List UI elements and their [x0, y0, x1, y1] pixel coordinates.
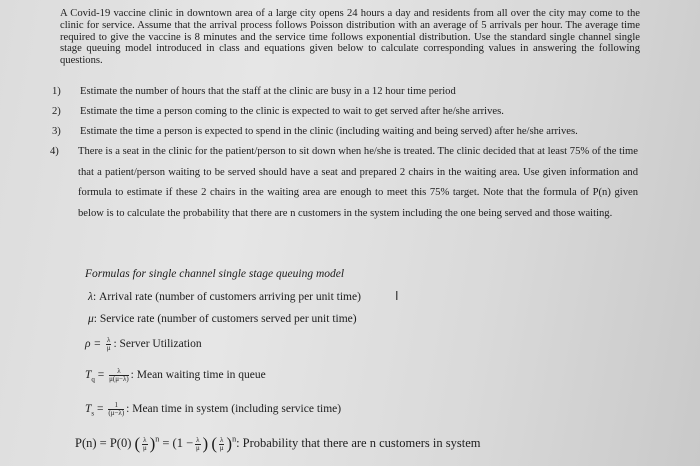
- rho-numerator: λ: [107, 336, 111, 344]
- pn-formula: P(n) = P(0) ( $\frac{\lambda}{\mu}$ )$^n$ = (1 − $\frac{\lambda}{\mu}$ ) ( $\frac{\lambda}{\mu}$ )$^n$: Probability that there are n customers in system: [75, 434, 481, 453]
- pn-lhs: P(n) = P(0): [75, 435, 132, 450]
- ts-description: : Mean time in system (including service time): [126, 403, 342, 416]
- ts-subscript: s: [91, 409, 95, 418]
- question-1: [52, 86, 456, 97]
- question-4: [50, 142, 638, 224]
- question-text: Estimate the time a person is expected to spend in the clinic (including waiting and being served) after he/she arrives.: [80, 126, 578, 137]
- pn-frac3-numerator: λ: [220, 435, 224, 444]
- ts-lhs: T: [85, 403, 92, 416]
- ts-fraction: [108, 402, 124, 417]
- mu-definition: [88, 313, 357, 325]
- problem-intro: A Covid-19 vaccine clinic in downtown area of a large city opens 24 hours a day and residents from all over the city may come to the clinic for service. Assume that the arrival process follows Poisson distribution with an average of 5 arrivals per hour. The average time required to give the vaccine is 8 minutes and the service time follows exponential distribution. Use the standard single channel single stage queuing model introduced in class and equations given below to calculate corresponding values in answering the following questions.: [60, 8, 640, 67]
- rho-fraction: [106, 337, 111, 352]
- pn-frac-numerator: λ: [143, 435, 147, 444]
- pn-frac2-numerator: λ: [196, 435, 200, 444]
- tq-lhs: T: [85, 369, 92, 382]
- lambda-definition: [88, 291, 361, 303]
- tq-fraction: [109, 368, 129, 383]
- question-number: 2): [52, 106, 61, 117]
- formulas-heading: Formulas for single channel single stage queuing model: [85, 268, 345, 280]
- rho-formula: [85, 337, 202, 352]
- question-2: [52, 106, 504, 117]
- pn-middle: = (1 −: [162, 435, 194, 450]
- pn-frac-denominator: μ: [142, 443, 147, 452]
- rho-lhs: ρ =: [85, 338, 102, 351]
- tq-numerator: λ: [109, 368, 129, 376]
- tq-subscript: q: [91, 375, 95, 384]
- question-number: 4): [50, 146, 59, 157]
- mu-symbol: μ: [88, 313, 94, 325]
- pn-frac3-denominator: μ: [219, 443, 224, 452]
- tq-formula: $T_q$ = $\frac{\lambda}{\mu(\mu-\lambda)}$ : Mean waiting time in queue: [85, 367, 266, 384]
- text-cursor-icon: I: [395, 289, 399, 303]
- ts-formula: $T_s$ = $\frac{1}{(\mu-\lambda)}$ : Mean time in system (including service time): [85, 401, 342, 418]
- mu-description: : Service rate (number of customers served per unit time): [93, 313, 357, 325]
- ts-numerator: 1: [108, 402, 124, 410]
- question-3: [52, 126, 578, 137]
- tq-description: : Mean waiting time in queue: [130, 369, 266, 382]
- lambda-description: : Arrival rate (number of customers arriving per unit time): [92, 291, 361, 303]
- pn-frac2-denominator: μ: [195, 443, 200, 452]
- question-text: There is a seat in the clinic for the patient/person to sit down when he/she is treated. The clinic decided that at least 75% of the time that a patient/person waiting to be served should have a seat and prepared 2 chairs in the waiting area. Use given information and formula to estimate if these 2 chairs in the waiting area are enough to meet this 75% target. Note that the formula of P(n) given below is to calculate the probability that there are n customers in the system including the one being served and those waiting.: [78, 146, 638, 219]
- ts-denominator: (μ−λ): [108, 409, 125, 417]
- rho-description: : Server Utilization: [113, 338, 202, 351]
- rho-denominator: μ: [106, 344, 111, 352]
- question-text: Estimate the number of hours that the staff at the clinic are busy in a 12 hour time period: [80, 86, 456, 97]
- pn-description: : Probability that there are n customers in system: [236, 435, 481, 450]
- question-number: 3): [52, 126, 61, 137]
- question-number: 1): [52, 86, 61, 97]
- question-text: Estimate the time a person coming to the clinic is expected to wait to get served after he/she arrives.: [80, 106, 504, 117]
- lambda-symbol: λ: [88, 291, 93, 303]
- tq-denominator: μ(μ−λ): [109, 375, 129, 383]
